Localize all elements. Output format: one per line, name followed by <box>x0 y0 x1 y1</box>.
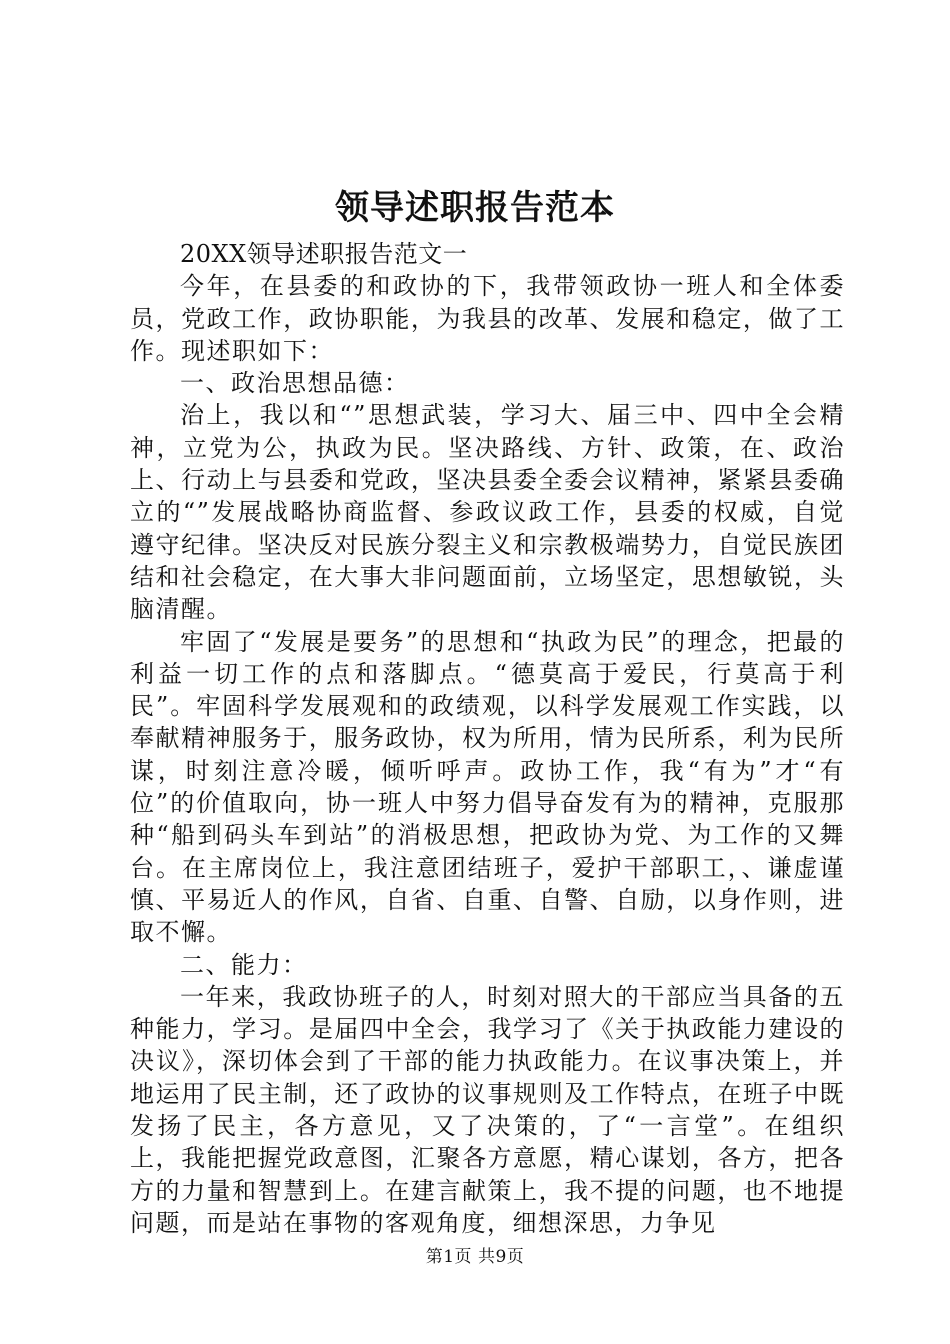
document-body <box>130 238 845 1239</box>
paragraph-intro: 今年，在县委的和政协的下，我带领政协一班人和全体委员，党政工作，政协职能，为我县的改革、发展和稳定，做了工作。现述职如下： <box>130 272 845 365</box>
document-title: 领导述职报告范本 <box>335 188 615 228</box>
paragraph-politics-1: 治上，我以和“”思想武装，学习大、届三中、四中全会精神，立党为公，执政为民。坚决路线、方针、政策，在、政治上、行动上与县委和党政，坚决县委全委会议精神，紧紧县委确立的“”发展战略协商监督、参政议政工作，县委的权威，自觉遵守纪律。坚决反对民族分裂主义和宗教极端势力，自觉民族团结和社会稳定，在大事大非问题面前，立场坚定，思想敏锐，头脑清醒。 <box>130 401 845 624</box>
document-subtitle: 20XX领导述职报告范文一 <box>180 240 468 268</box>
section-heading-ability: 二、能力： <box>180 950 308 979</box>
paragraph-ability-1: 一年来，我政协班子的人，时刻对照大的干部应当具备的五种能力，学习。是届四中全会，我学习了《关于执政能力建设的决议》，深切体会到了干部的能力执政能力。在议事决策上，并地运用了民主制，还了政协的议事规则及工作特点，在班子中既发扬了民主，各方意见，又了决策的，了“一言堂”。在组织上，我能把握党政意图，汇聚各方意愿，精心谋划，各方，把各方的力量和智慧到上。在建言献策上，我不提的问题，也不地提问题，而是站在事物的客观角度，细想深思，力争见 <box>130 982 845 1237</box>
paragraph-politics-2: 牢固了“发展是要务”的思想和“执政为民”的理念，把最的利益一切工作的点和落脚点。“德莫高于爱民，行莫高于利民”。牢固科学发展观和的政绩观，以科学发展观工作实践，以奉献精神服务于，服务政协，权为所用，情为民所系，利为民所谋，时刻注意冷暖，倾听呼声。政协工作，我“有为”才“有位”的价值取向，协一班人中努力倡导奋发有为的精神，克服那种“船到码头车到站”的消极思想，把政协为党、为工作的又舞台。在主席岗位上，我注意团结班子，爱护干部职工，、谦虚谨慎、平易近人的作风，自省、自重、自警、自励，以身作则，进取不懈。 <box>130 627 845 947</box>
section-heading-politics: 一、政治思想品德： <box>180 369 410 398</box>
page-number: 第1页 共9页 <box>425 1247 525 1267</box>
